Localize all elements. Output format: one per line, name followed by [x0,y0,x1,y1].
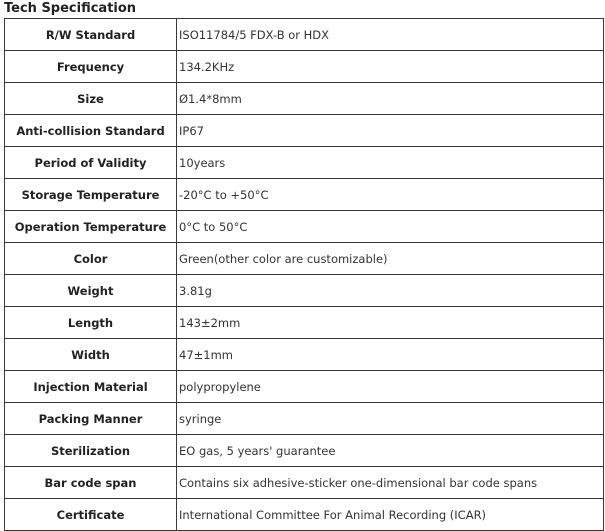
table-row [5,243,604,275]
row-label: Operation Temperature [5,211,177,243]
row-label: Frequency [5,51,177,83]
row-value: 3.81g [177,275,604,307]
row-value: Contains six adhesive-sticker one-dimensional bar code spans [177,467,604,499]
table-row [5,403,604,435]
table-row [5,179,604,211]
row-value: Ø1.4*8mm [177,83,604,115]
table-row [5,371,604,403]
row-label: R/W Standard [5,19,177,51]
row-value: 134.2KHz [177,51,604,83]
row-value: Green(other color are customizable) [177,243,604,275]
table-row [5,435,604,467]
page-title: Tech Specification [4,1,137,16]
spec-table [4,18,604,531]
table-row [5,499,604,531]
row-value: 143±2mm [177,307,604,339]
table-row [5,83,604,115]
spec-table-body [5,19,604,531]
row-label: Sterilization [5,435,177,467]
row-value: International Committee For Animal Recording (ICAR) [177,499,604,531]
row-value: 0°C to 50°C [177,211,604,243]
row-value: syringe [177,403,604,435]
table-row [5,339,604,371]
table-row [5,211,604,243]
row-label: Weight [5,275,177,307]
table-row [5,147,604,179]
row-label: Certificate [5,499,177,531]
table-row [5,115,604,147]
row-label: Packing Manner [5,403,177,435]
row-value: EO gas, 5 years' guarantee [177,435,604,467]
row-value: ISO11784/5 FDX-B or HDX [177,19,604,51]
row-label: Storage Temperature [5,179,177,211]
row-value: polypropylene [177,371,604,403]
row-label: Period of Validity [5,147,177,179]
table-row [5,51,604,83]
row-label: Injection Material [5,371,177,403]
table-row [5,307,604,339]
row-value: 47±1mm [177,339,604,371]
row-label: Length [5,307,177,339]
row-value: -20°C to +50°C [177,179,604,211]
row-label: Color [5,243,177,275]
row-value: IP67 [177,115,604,147]
row-label: Bar code span [5,467,177,499]
row-value: 10years [177,147,604,179]
row-label: Size [5,83,177,115]
table-row [5,275,604,307]
table-row [5,19,604,51]
row-label: Width [5,339,177,371]
table-row [5,467,604,499]
row-label: Anti-collision Standard [5,115,177,147]
